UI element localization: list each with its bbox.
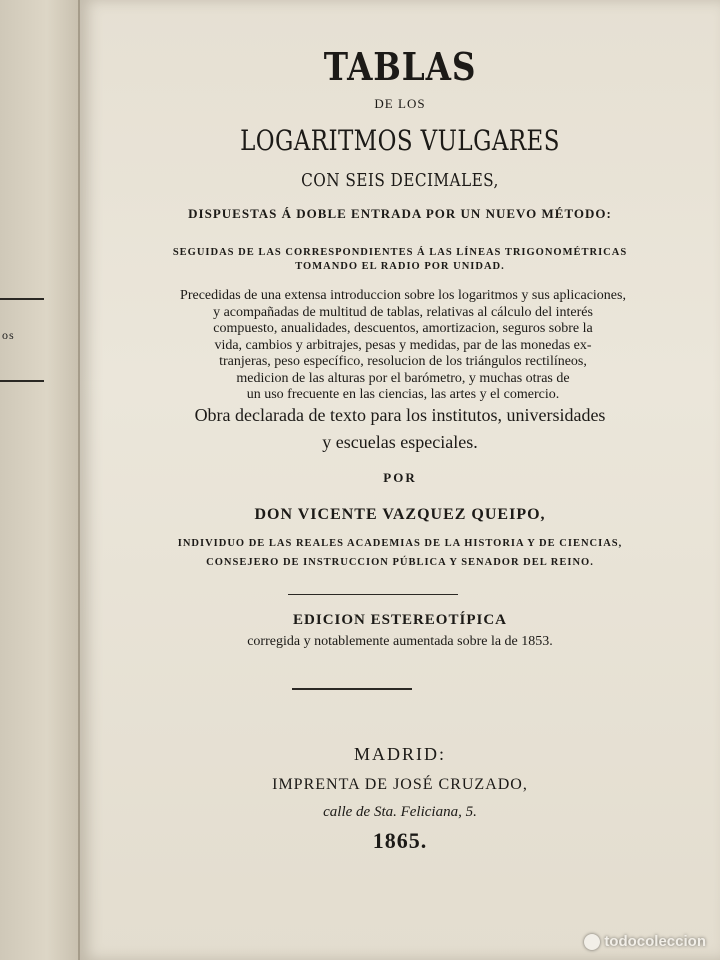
declaration-line-2: y escuelas especiales.	[322, 432, 478, 452]
adjacent-page-rule	[0, 298, 44, 300]
title-connector: DE LOS	[374, 96, 426, 111]
book-subtitle: LOGARITMOS VULGARES	[240, 124, 560, 157]
intro-line: Precedidas de una extensa introduccion sobre los logaritmos y sus aplicaciones,	[180, 288, 626, 303]
declaration-line-1: Obra declarada de texto para los institutos, universidades	[194, 405, 606, 425]
author-name: DON VICENTE VAZQUEZ QUEIPO,	[254, 506, 546, 523]
intro-paragraph	[108, 288, 698, 404]
book-title: TABLAS	[323, 44, 477, 89]
author-title-1: INDIVIDUO DE LAS REALES ACADEMIAS DE LA HISTORIA Y DE CIENCIAS,	[177, 538, 623, 549]
adjacent-page-rule	[0, 380, 44, 382]
intro-line: compuesto, anualidades, descuentos, amortizacion, seguros sobre la	[213, 321, 593, 336]
author-title-2: CONSEJERO DE INSTRUCCION PÚBLICA Y SENADOR DEL REINO.	[206, 557, 594, 568]
edition-label: EDICION ESTEREOTÍPICA	[293, 612, 507, 628]
divider-rule	[288, 594, 458, 595]
arrangement-line: DISPUESTAS Á DOBLE ENTRADA POR UN NUEVO MÉTODO:	[188, 206, 612, 221]
edition-note: corregida y notablemente aumentada sobre la de 1853.	[247, 634, 553, 649]
divider-rule	[292, 688, 412, 690]
adjacent-page-fragment: os	[2, 328, 15, 342]
printer-address: calle de Sta. Feliciana, 5.	[323, 804, 477, 820]
intro-line: medicion de las alturas por el barómetro, y muchas otras de	[236, 370, 570, 386]
intro-line: vida, cambios y arbitrajes, pesas y medidas, par de las monedas ex-	[214, 337, 592, 353]
adjacent-page	[0, 0, 80, 960]
title-page	[80, 0, 720, 960]
decimals-line: CON SEIS DECIMALES,	[301, 170, 499, 191]
watermark	[584, 933, 706, 950]
by-label: POR	[383, 470, 417, 485]
watermark-text: todocoleccion	[604, 933, 706, 950]
watermark-logo-icon	[584, 934, 600, 950]
intro-line: tranjeras, peso específico, resolucion de los triángulos rectilíneos,	[219, 354, 587, 369]
intro-line: un uso frecuente en las ciencias, las artes y el comercio.	[246, 387, 560, 402]
publication-city: MADRID:	[353, 744, 446, 764]
followed-line-2: TOMANDO EL RADIO POR UNIDAD.	[295, 261, 505, 272]
followed-line-1: SEGUIDAS DE LAS CORRESPONDIENTES Á LAS LÍNEAS TRIGONOMÉTRICAS	[172, 247, 628, 258]
intro-line: y acompañadas de multitud de tablas, relativas al cálculo del interés	[213, 304, 593, 320]
publication-year: 1865.	[372, 828, 428, 853]
printer-name: IMPRENTA DE JOSÉ CRUZADO,	[272, 776, 528, 793]
